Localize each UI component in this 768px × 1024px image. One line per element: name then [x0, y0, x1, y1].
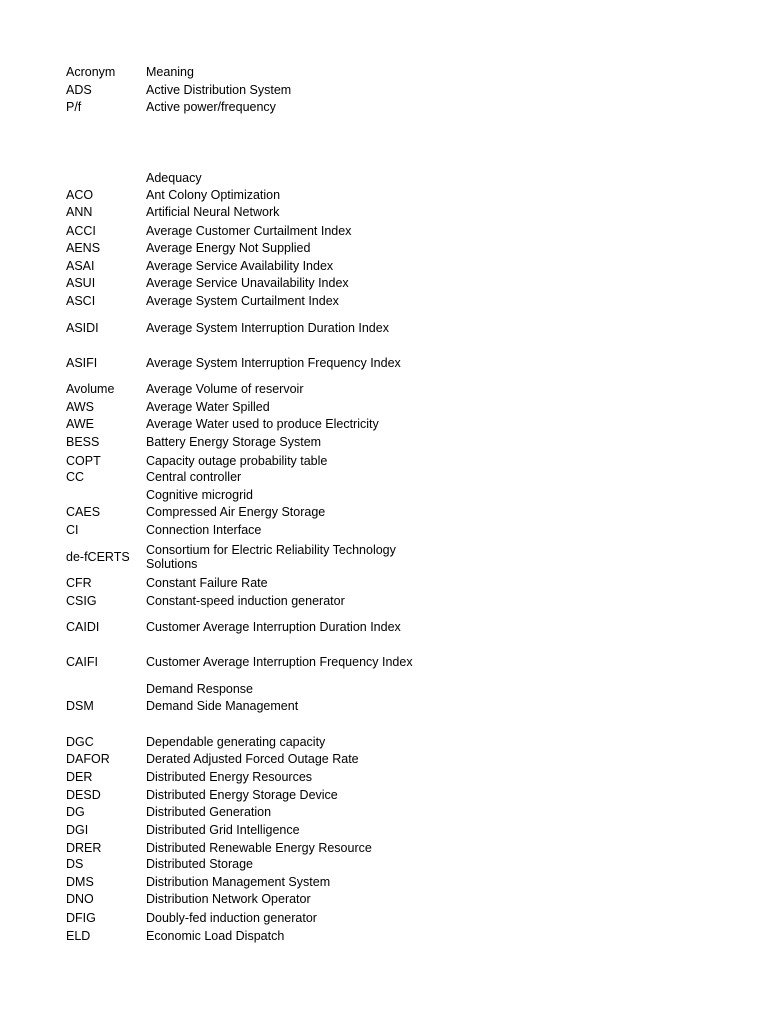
row-acronym: CAIDI — [66, 620, 100, 634]
table-row — [66, 893, 426, 907]
row-meaning: Distributed Energy Resources — [146, 770, 313, 784]
row-acronym: DS — [66, 857, 84, 871]
row-meaning: Central controller — [146, 470, 242, 484]
row-acronym: ADS — [66, 83, 92, 97]
row-acronym: Avolume — [66, 382, 115, 396]
table-row — [66, 322, 426, 336]
row-acronym: CFR — [66, 576, 92, 590]
table-row — [66, 206, 426, 220]
row-acronym: CC — [66, 470, 85, 484]
row-acronym: DGC — [66, 735, 94, 749]
table-row — [66, 489, 426, 503]
row-meaning: Compressed Air Energy Storage — [146, 505, 326, 519]
row-meaning: Active Distribution System — [146, 83, 292, 97]
table-row — [66, 260, 426, 274]
row-meaning: Customer Average Interruption Frequency Index — [146, 655, 413, 669]
row-acronym: DG — [66, 805, 85, 819]
table-row — [66, 858, 426, 872]
table-row — [66, 242, 426, 256]
row-meaning: Distributed Generation — [146, 805, 272, 819]
table-row — [66, 700, 426, 714]
row-meaning: Average System Interruption Frequency Index — [146, 356, 401, 370]
table-header — [66, 66, 426, 80]
row-meaning: Demand Response — [146, 682, 254, 696]
row-acronym: AENS — [66, 241, 101, 255]
row-meaning: Consortium for Electric Reliability Technology Solutions — [146, 543, 396, 571]
row-acronym: CAES — [66, 505, 101, 519]
row-acronym: DAFOR — [66, 752, 110, 766]
row-meaning: Derated Adjusted Forced Outage Rate — [146, 752, 359, 766]
row-meaning: Customer Average Interruption Duration Index — [146, 620, 401, 634]
row-acronym: ANN — [66, 205, 93, 219]
row-meaning: Economic Load Dispatch — [146, 929, 285, 943]
table-row — [66, 189, 426, 203]
row-meaning: Distributed Renewable Energy Resource — [146, 841, 372, 855]
row-acronym: ASIFI — [66, 356, 98, 370]
table-row — [66, 455, 426, 469]
row-acronym: AWS — [66, 400, 95, 414]
row-meaning: Distributed Energy Storage Device — [146, 788, 338, 802]
row-acronym: AWE — [66, 417, 95, 431]
table-row — [66, 806, 426, 820]
table-row — [66, 172, 426, 186]
row-acronym: DGI — [66, 823, 89, 837]
row-acronym: de-fCERTS — [66, 549, 130, 564]
row-meaning: Dependable generating capacity — [146, 735, 326, 749]
table-row — [66, 401, 426, 415]
row-meaning: Average Customer Curtailment Index — [146, 224, 352, 238]
table-row — [66, 771, 426, 785]
table-row — [66, 789, 426, 803]
row-meaning: Adequacy — [146, 171, 202, 185]
row-acronym: CSIG — [66, 594, 97, 608]
table-row — [66, 524, 426, 538]
row-meaning: Active power/frequency — [146, 100, 276, 114]
header-meaning: Meaning — [146, 65, 194, 79]
row-meaning: Cognitive microgrid — [146, 488, 253, 502]
table-row — [66, 577, 426, 591]
row-meaning: Connection Interface — [146, 523, 262, 537]
table-row — [66, 683, 426, 697]
table-row — [66, 277, 426, 291]
row-meaning: Constant-speed induction generator — [146, 594, 345, 608]
row-meaning: Average Water used to produce Electricity — [146, 417, 379, 431]
row-meaning: Battery Energy Storage System — [146, 435, 322, 449]
table-row — [66, 736, 426, 750]
row-meaning: Average System Curtailment Index — [146, 294, 339, 308]
table-row — [66, 225, 426, 239]
row-meaning: Average System Interruption Duration Index — [146, 321, 389, 335]
row-acronym: ACO — [66, 188, 94, 202]
table-row — [66, 876, 426, 890]
row-meaning: Average Energy Not Supplied — [146, 241, 311, 255]
table-row — [66, 621, 426, 635]
table-row — [66, 471, 426, 485]
row-acronym: DER — [66, 770, 93, 784]
row-meaning: Average Water Spilled — [146, 400, 270, 414]
table-row — [66, 912, 426, 926]
table-row — [66, 506, 426, 520]
row-meaning: Distributed Storage — [146, 857, 254, 871]
row-acronym: ASUI — [66, 276, 96, 290]
table-row — [66, 295, 426, 309]
row-acronym: DNO — [66, 892, 94, 906]
row-meaning: Distribution Network Operator — [146, 892, 311, 906]
row-meaning: Demand Side Management — [146, 699, 299, 713]
row-acronym: DESD — [66, 788, 101, 802]
row-acronym: DFIG — [66, 911, 96, 925]
table-row — [66, 824, 426, 838]
table-row — [66, 753, 426, 767]
table-row — [66, 930, 426, 944]
table-row — [66, 101, 426, 115]
row-acronym: ELD — [66, 929, 91, 943]
header-acronym: Acronym — [66, 65, 116, 79]
row-acronym: DMS — [66, 875, 94, 889]
table-row — [66, 544, 426, 571]
row-meaning: Capacity outage probability table — [146, 454, 328, 468]
row-meaning: Doubly-fed induction generator — [146, 911, 317, 925]
row-acronym: COPT — [66, 454, 101, 468]
row-acronym: DSM — [66, 699, 94, 713]
table-row — [66, 418, 426, 432]
row-meaning: Average Service Unavailability Index — [146, 276, 349, 290]
row-acronym: ASIDI — [66, 321, 99, 335]
table-row — [66, 595, 426, 609]
row-acronym: P/f — [66, 100, 82, 114]
row-acronym: CI — [66, 523, 79, 537]
row-meaning: Constant Failure Rate — [146, 576, 268, 590]
row-meaning: Average Volume of reservoir — [146, 382, 304, 396]
row-acronym: BESS — [66, 435, 100, 449]
row-acronym: ASAI — [66, 259, 95, 273]
row-meaning: Distribution Management System — [146, 875, 331, 889]
table-row — [66, 84, 426, 98]
row-acronym: ASCI — [66, 294, 96, 308]
table-row — [66, 436, 426, 450]
table-row — [66, 357, 426, 371]
row-acronym: ACCI — [66, 224, 96, 238]
row-meaning: Artificial Neural Network — [146, 205, 280, 219]
table-row — [66, 656, 426, 670]
row-acronym: CAIFI — [66, 655, 98, 669]
row-acronym: DRER — [66, 841, 102, 855]
row-meaning: Distributed Grid Intelligence — [146, 823, 300, 837]
row-meaning: Average Service Availability Index — [146, 259, 334, 273]
table-row — [66, 842, 426, 856]
row-meaning: Ant Colony Optimization — [146, 188, 281, 202]
table-row — [66, 383, 426, 397]
